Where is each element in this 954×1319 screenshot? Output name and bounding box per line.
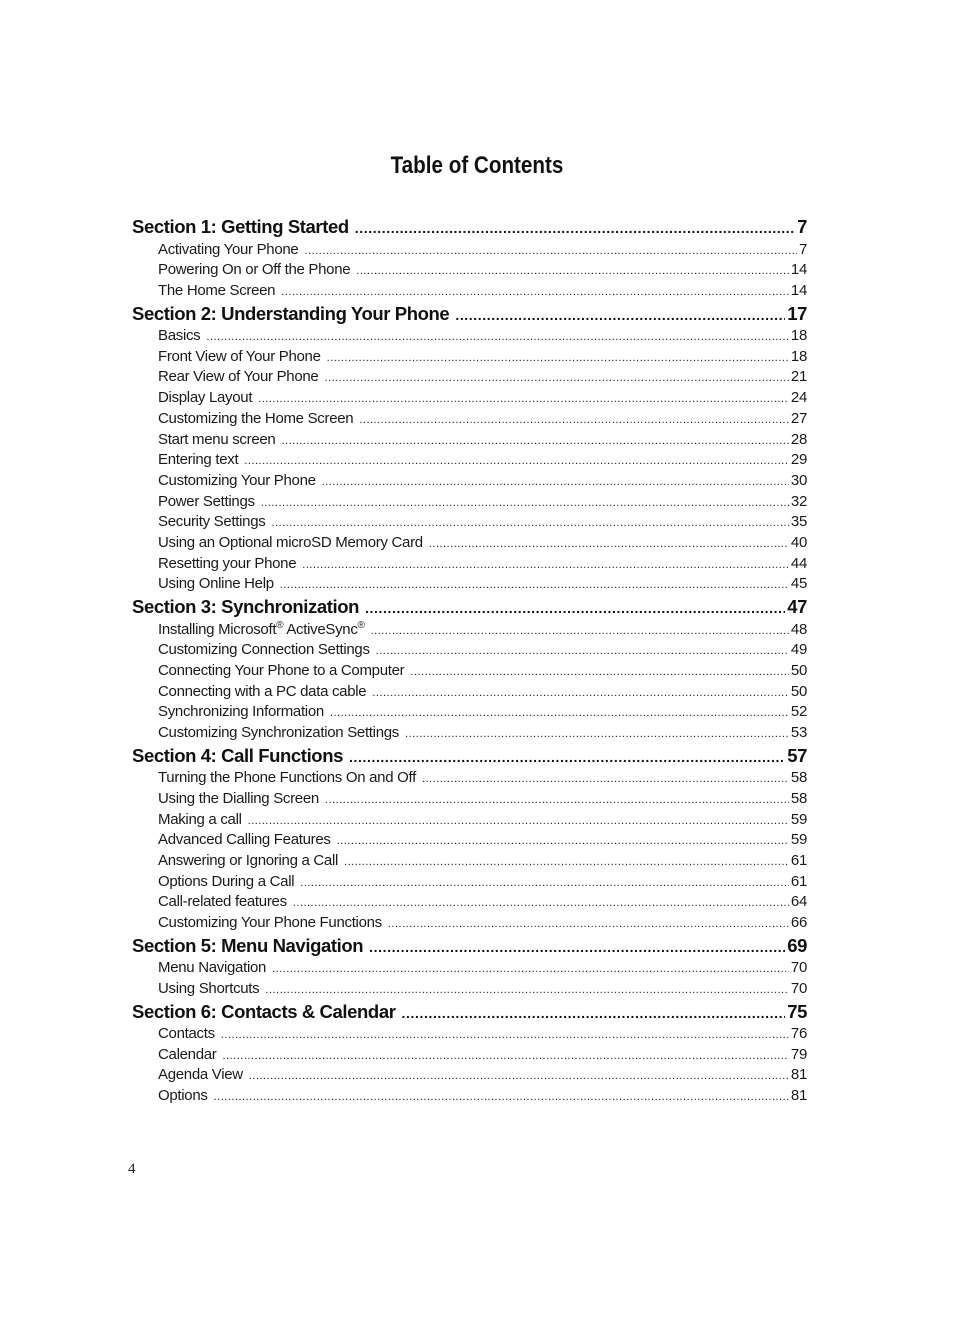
toc-entry-row[interactable] (132, 914, 807, 935)
toc-entry-row[interactable] (132, 703, 807, 724)
toc-entry-page: 61 (790, 872, 807, 890)
toc-section-page: 75 (787, 1000, 807, 1022)
toc-entry-title: Start menu screen (158, 430, 276, 448)
toc-section-page: 57 (787, 744, 807, 766)
toc-entry-row[interactable] (132, 811, 807, 832)
toc-entry-row[interactable] (132, 389, 807, 410)
toc-section-title: Section 5: Menu Navigation (132, 934, 364, 956)
toc-section-title: Section 2: Understanding Your Phone (132, 302, 450, 324)
dot-leader (330, 707, 789, 719)
dot-leader (325, 794, 789, 806)
toc-section-row[interactable] (132, 745, 807, 768)
toc-entry-title: Display Layout (158, 389, 253, 407)
toc-entry-row[interactable] (132, 410, 807, 431)
toc-entry-row[interactable] (132, 769, 807, 790)
toc-section-row[interactable] (132, 1001, 807, 1024)
toc-entry-row[interactable] (132, 513, 807, 534)
toc-entry-row[interactable] (132, 1046, 807, 1067)
toc-entry-row[interactable] (132, 368, 807, 389)
dot-leader (410, 666, 789, 678)
dot-leader (356, 265, 789, 277)
toc-section-row[interactable] (132, 216, 807, 239)
toc-entry-row[interactable] (132, 980, 807, 1001)
toc-entry-title: Activating Your Phone (158, 240, 299, 258)
toc-entry-title: Synchronizing Information (158, 703, 324, 721)
toc-entry-page: 50 (790, 661, 807, 679)
toc-entry-title: Customizing Your Phone Functions (158, 913, 382, 931)
toc-entry-page: 24 (790, 389, 807, 407)
dot-leader (214, 1091, 789, 1103)
dot-leader (371, 625, 789, 637)
toc-entry-title: Front View of Your Phone (158, 347, 321, 365)
toc-section-row[interactable] (132, 303, 807, 326)
dot-leader (388, 918, 789, 930)
toc-entry-row[interactable] (132, 534, 807, 555)
toc-section-row[interactable] (132, 935, 807, 958)
toc-entry-row[interactable] (132, 261, 807, 282)
toc-entry-row[interactable] (132, 621, 807, 642)
dot-leader (221, 1029, 789, 1041)
toc-entry-page: 30 (790, 471, 807, 489)
toc-entry-title: Customizing Connection Settings (158, 641, 370, 659)
toc-entry-page: 14 (790, 261, 807, 279)
toc-entry-title: Connecting Your Phone to a Computer (158, 661, 405, 679)
toc-section-page: 17 (787, 302, 807, 324)
toc-entry-row[interactable] (132, 683, 807, 704)
toc-section-title: Section 1: Getting Started (132, 216, 349, 237)
toc-entry-page: 29 (790, 451, 807, 469)
toc-entry-page: 50 (790, 682, 807, 700)
dot-leader (244, 455, 789, 467)
toc-entry-title: Entering text (158, 451, 239, 469)
toc-entry-page: 61 (790, 851, 807, 869)
toc-entry-row[interactable] (132, 724, 807, 745)
toc-entry-title: Rear View of Your Phone (158, 368, 319, 386)
toc-entry-title: Making a call (158, 810, 242, 828)
dot-leader (248, 815, 789, 827)
toc-entry-page: 28 (790, 430, 807, 448)
toc-entry-title: Options During a Call (158, 872, 295, 890)
toc-entry-title: Agenda View (158, 1066, 243, 1084)
toc-entry-page: 59 (790, 810, 807, 828)
toc-entry-title: Menu Navigation (158, 959, 267, 977)
toc-entry-row[interactable] (132, 555, 807, 576)
toc-entry-title: Advanced Calling Features (158, 831, 331, 849)
toc-entry-row[interactable] (132, 451, 807, 472)
toc-entry-title: Answering or Ignoring a Call (158, 851, 339, 869)
toc-entry-title: Turning the Phone Functions On and Off (158, 769, 416, 787)
toc-entry-row[interactable] (132, 431, 807, 452)
toc-entry-title: Connecting with a PC data cable (158, 682, 367, 700)
toc-entry-row[interactable] (132, 873, 807, 894)
dot-leader (302, 559, 789, 571)
dot-leader (293, 897, 789, 909)
toc-entry-row[interactable] (132, 959, 807, 980)
toc-entry-row[interactable] (132, 348, 807, 369)
dot-leader (258, 393, 789, 405)
toc-entry-page: 53 (790, 723, 807, 741)
toc-entry-row[interactable] (132, 790, 807, 811)
dot-leader (344, 856, 789, 868)
toc-entry-title: Contacts (158, 1025, 215, 1042)
toc-entry-title: Power Settings (158, 492, 255, 510)
toc-entry-title: Basics (158, 327, 201, 345)
toc-entry-title: Options (158, 1087, 208, 1105)
dot-leader (455, 307, 785, 323)
toc-entry-row[interactable] (132, 1087, 807, 1108)
dot-leader (429, 538, 789, 550)
toc-entry-title: Customizing Synchronization Settings (158, 723, 399, 741)
toc-entry-title: Customizing Your Phone (158, 471, 316, 489)
toc-entry-title: Using Online Help (158, 575, 274, 593)
toc-entry-page: 81 (790, 1087, 807, 1105)
dot-leader (355, 220, 795, 236)
toc-entry-row[interactable] (132, 327, 807, 348)
dot-leader (261, 497, 789, 509)
toc-entry-row[interactable] (132, 662, 807, 683)
toc-entry-title: Security Settings (158, 513, 266, 531)
toc-entry-row[interactable] (132, 1025, 807, 1046)
toc-entry-page: 64 (790, 893, 807, 911)
dot-leader (271, 517, 788, 529)
toc-entry-page: 66 (790, 913, 807, 931)
toc-entry-title: Calendar (158, 1045, 217, 1063)
table-of-contents (132, 216, 807, 1108)
toc-entry-page: 59 (790, 831, 807, 849)
toc-entry-page: 76 (790, 1025, 807, 1042)
toc-entry-page: 45 (790, 575, 807, 593)
toc-section-page: 69 (787, 934, 807, 956)
toc-entry-row[interactable] (132, 493, 807, 514)
toc-entry-row[interactable] (132, 575, 807, 596)
toc-entry-page: 35 (790, 513, 807, 531)
toc-section-page: 7 (797, 216, 807, 237)
toc-entry-page: 40 (790, 533, 807, 551)
toc-entry-page: 58 (790, 769, 807, 787)
dot-leader (222, 1050, 788, 1062)
toc-entry-row[interactable] (132, 1066, 807, 1087)
toc-entry-title: Using an Optional microSD Memory Card (158, 533, 423, 551)
toc-entry-title: Resetting your Phone (158, 554, 297, 572)
toc-entry-row[interactable] (132, 893, 807, 914)
toc-entry-row[interactable] (132, 241, 807, 262)
dot-leader (324, 372, 788, 384)
dot-leader (272, 963, 789, 975)
toc-entry-page: 32 (790, 492, 807, 510)
toc-entry-row[interactable] (132, 831, 807, 852)
toc-section-title: Section 6: Contacts & Calendar (132, 1000, 396, 1022)
toc-entry-page: 48 (790, 620, 807, 638)
dot-leader (349, 749, 785, 765)
toc-entry-page: 18 (790, 327, 807, 345)
toc-entry-page: 52 (790, 703, 807, 721)
toc-entry-title: Call-related features (158, 893, 287, 911)
toc-section-page: 47 (787, 596, 807, 617)
dot-leader (281, 286, 789, 298)
dot-leader (369, 939, 785, 955)
toc-entry-page: 21 (790, 368, 807, 386)
dot-leader (327, 352, 789, 364)
toc-entry-page: 27 (790, 409, 807, 427)
toc-entry-title: Using the Dialling Screen (158, 789, 319, 807)
toc-entry-row[interactable] (132, 641, 807, 662)
toc-entry-row[interactable] (132, 472, 807, 493)
toc-entry-page: 14 (790, 281, 807, 299)
dot-leader (372, 687, 789, 699)
toc-entry-row[interactable] (132, 282, 807, 303)
toc-entry-title: Powering On or Off the Phone (158, 261, 351, 279)
toc-entry-title: The Home Screen (158, 281, 276, 299)
toc-entry-row[interactable] (132, 852, 807, 873)
toc-section-title: Section 3: Synchronization (132, 596, 360, 617)
dot-leader (304, 245, 796, 257)
toc-entry-page: 44 (790, 554, 807, 572)
toc-entry-page: 70 (790, 959, 807, 977)
toc-entry-page: 58 (790, 789, 807, 807)
toc-entry-page: 7 (798, 240, 807, 258)
dot-leader (322, 476, 789, 488)
dot-leader (337, 835, 789, 847)
toc-entry-page: 70 (790, 979, 807, 997)
dot-leader (249, 1070, 789, 1082)
dot-leader (265, 984, 789, 996)
dot-leader (405, 728, 789, 740)
dot-leader (300, 877, 789, 889)
dot-leader (359, 414, 789, 426)
page-title: Table of Contents (390, 152, 564, 179)
dot-leader (402, 1005, 786, 1021)
dot-leader (365, 600, 785, 616)
toc-entry-title: Installing Microsoft® ActiveSync® (158, 619, 365, 638)
toc-section-title: Section 4: Call Functions (132, 744, 343, 766)
dot-leader (206, 331, 789, 343)
toc-entry-page: 18 (790, 347, 807, 365)
dot-leader (422, 773, 789, 785)
toc-entry-page: 79 (790, 1045, 807, 1063)
dot-leader (281, 435, 788, 447)
page-number: 4 (128, 1161, 136, 1177)
dot-leader (376, 645, 789, 657)
dot-leader (280, 579, 789, 591)
toc-entry-title: Customizing the Home Screen (158, 409, 354, 427)
toc-entry-title: Using Shortcuts (158, 979, 260, 997)
toc-entry-page: 49 (790, 641, 807, 659)
toc-section-row[interactable] (132, 596, 807, 619)
toc-entry-page: 81 (790, 1066, 807, 1084)
